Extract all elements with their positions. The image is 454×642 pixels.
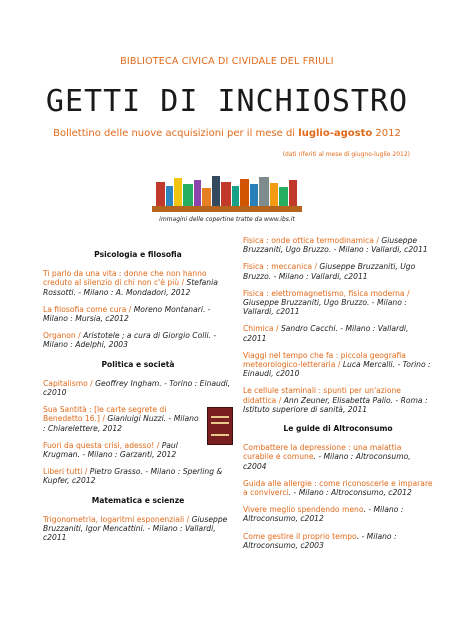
entry-publication: . - Milano : Chiarelettere, 2012 [43, 414, 199, 433]
catalog-entry: Le cellule staminali : spunti per un'azione didattica / Ann Zeuner, Elisabetta Palio. - Roma : Istituto superiore di sanità, 2011 [243, 386, 428, 414]
entry-publication: . - Milano : Vallardi, c2011 [243, 298, 407, 317]
entry-title: Fisica : meccanica [243, 262, 313, 272]
catalog-entry: Capitalismo / Geoffrey Ingham. - Torino : Einaudi, c2010 [43, 378, 231, 398]
entry-publication: . - Milano : A. Mondadori, 2012 [73, 287, 191, 297]
section-heading-altroconsumo: Le guide di Altroconsumo [283, 424, 393, 434]
catalog-entry: La filosofia come cura / Moreno Montanari. - Milano : Mursia, c2012 [43, 304, 211, 324]
entry-title: Capitalismo [43, 378, 88, 388]
books-shelf-illustration [152, 168, 302, 214]
entry-title: Le cellule staminali : spunti per un'azione didattica [243, 386, 401, 405]
entry-publication: . - Milano : Garzanti, 2012 [77, 450, 177, 460]
entry-author: Giuseppe Bruzzaniti, Ugo Bruzzo [243, 236, 418, 255]
catalog-entry: Organon / Aristotele ; a cura di Giorgio Colli. - Milano : Adelphi, 2003 [43, 331, 217, 350]
entry-title: Fuori da questa crisi, adesso! [43, 440, 155, 450]
catalog-entry [243, 443, 433, 471]
entry-publication: . - Roma : Istituto superiore di sanità, 2011 [243, 395, 428, 414]
entry-publication: . - Torino : Einaudi, c2010 [43, 378, 231, 398]
entry-publication: . - Milano : Adelphi, 2003 [43, 331, 217, 350]
entry-author: Pietro Grasso [89, 467, 141, 477]
book-cover-image [207, 407, 233, 445]
bulletin-note: (dati riferiti al mese di giugno-luglio 2012) [282, 151, 410, 158]
entry-publication: . - Milano : Vallardi, c2011 [43, 524, 216, 543]
bulletin-year: 2012 [372, 128, 401, 139]
entry-publication: . - Milano : Mursia, c2012 [43, 304, 211, 324]
catalog-entry: Fisica : meccanica / Giuseppe Bruzzaniti, Ugo Bruzzo. - Milano : Vallardi, c2011 [243, 262, 416, 281]
catalog-entry [243, 532, 433, 550]
entry-publication: . - Milano : Vallardi, c2011 [243, 324, 409, 343]
entry-title: Trigonometria, logaritmi esponenziali [43, 514, 185, 524]
entry-author: Aristotele ; a cura di Giorgio Colli [83, 331, 209, 341]
entry-author: Stefania Rossotti [43, 278, 218, 297]
catalog-entry [243, 479, 433, 497]
entry-author: Sandro Cacchi [280, 324, 336, 334]
bulletin-prefix: Bollettino delle nuove acquisizioni per il mese di [53, 128, 299, 139]
catalog-entry: Chimica / Sandro Cacchi. - Milano : Vallardi, c2011 [243, 324, 409, 343]
masthead-title: GETTI DI INCHIOSTRO [45, 84, 409, 119]
entry-author: Geoffrey Ingham [95, 378, 160, 388]
entry-publication: . - Milano : Vallardi, c2011 [268, 271, 368, 281]
catalog-entry: Fisica : onde ottica termodinamica / Giuseppe Bruzzaniti, Ugo Bruzzo. - Milano : Vallardi, c2011 [243, 236, 428, 255]
entry-title: Combattere la depressione : una malattia curabile e comune [243, 443, 402, 462]
entry-author: Giuseppe Bruzzaniti, Ugo Bruzzo [243, 298, 367, 308]
catalog-entry: Liberi tutti / Pietro Grasso. - Milano : Sperling & Kupfer, c2012 [43, 467, 223, 486]
bulletin-month: luglio-agosto [298, 128, 373, 139]
entry-author: Luca Mercalli [342, 360, 393, 370]
entry-publication: . - Milano : Vallardi, c2011 [328, 245, 428, 255]
entry-publication: . - Torino : Einaudi, c2010 [243, 360, 431, 379]
catalog-entry [243, 505, 433, 523]
entry-title: Liberi tutti [43, 467, 83, 477]
entry-title: Organon [43, 331, 76, 341]
entry-title: Guida alle allergie : come riconoscerle e imparare a conviverci [243, 478, 433, 498]
entry-author: Giuseppe Bruzzaniti, Ugo Bruzzo [243, 262, 416, 281]
entry-author: Ann Zeuner, Elisabetta Palio [283, 395, 391, 405]
catalog-entry: Ti parlo da una vita : donne che non hanno creduto al silenzio di chi non c'è più / Stefania Rossotti. - Milano : A. Mondadori, 2012 [43, 269, 218, 297]
entry-title: Vivere meglio spendendo meno [243, 505, 364, 515]
entry-publication: . - Milano : Altroconsumo, c2012 [288, 488, 412, 498]
entry-title: Fisica : onde ottica termodinamica [243, 236, 374, 245]
catalog-entry: Fisica : elettromagnetismo, fisica moderna / Giuseppe Bruzzaniti, Ugo Bruzzo. - Milano : Vallardi, c2011 [243, 288, 410, 317]
catalog-entry: Sua Santità : [le carte segrete di Benedetto 16.] / Gianluigi Nuzzi. - Milano : Chiarelettere, 2012 [43, 405, 233, 433]
section-heading-psicologia: Psicologia e filosofia [94, 250, 182, 259]
entry-title: La filosofia come cura [43, 304, 127, 314]
image-credit: immagini delle copertine tratte da www.ibs.it [159, 216, 295, 223]
entry-publication: . - Milano : Sperling & Kupfer, c2012 [43, 467, 223, 486]
left-column [43, 234, 233, 550]
entry-publication: . - Milano : Altroconsumo, c2012 [243, 505, 404, 524]
shelf-board [152, 206, 302, 212]
catalog-entry: Fuori da questa crisi, adesso! / Paul Krugman. - Milano : Garzanti, 2012 [43, 440, 178, 460]
catalog-entry: Trigonometria, logaritmi esponenziali / Giuseppe Bruzzaniti, Igor Mencattini. - Milano : Vallardi, c2011 [43, 514, 228, 543]
catalog-entry: Viaggi nel tempo che fa : piccola geografia meteorologico-letteraria / Luca Mercalli. - Torino : Einaudi, c2010 [243, 350, 431, 379]
entry-author: Giuseppe Bruzzaniti, Igor Mencattini [43, 514, 228, 534]
section-heading-matematica: Matematica e scienze [91, 495, 185, 505]
entry-title: Come gestire il proprio tempo [243, 531, 357, 541]
entry-publication: . - Milano : Altroconsumo, c2003 [243, 531, 397, 550]
entry-author: Moreno Montanari [133, 304, 203, 314]
library-name: BIBLIOTECA CIVICA DI CIVIDALE DEL FRIULI [120, 56, 334, 67]
right-column [243, 236, 433, 558]
bulletin-line [0, 128, 454, 139]
entry-title: Sua Santità : [le carte segrete di Benedetto 16.] [43, 405, 167, 424]
entry-title: Ti parlo da una vita : donne che non hanno creduto al silenzio di chi non c'è più [43, 269, 207, 288]
entry-author: Gianluigi Nuzzi [107, 414, 164, 424]
entry-publication: . - Milano : Altroconsumo, c2004 [243, 452, 411, 471]
section-heading-politica: Politica e società [101, 359, 175, 369]
entry-title: Chimica [243, 324, 274, 334]
entry-title: Fisica : elettromagnetismo, fisica moderna [243, 288, 405, 298]
entry-author: Paul Krugman [43, 440, 178, 460]
entry-title: Viaggi nel tempo che fa : piccola geografia meteorologico-letteraria [243, 350, 406, 370]
